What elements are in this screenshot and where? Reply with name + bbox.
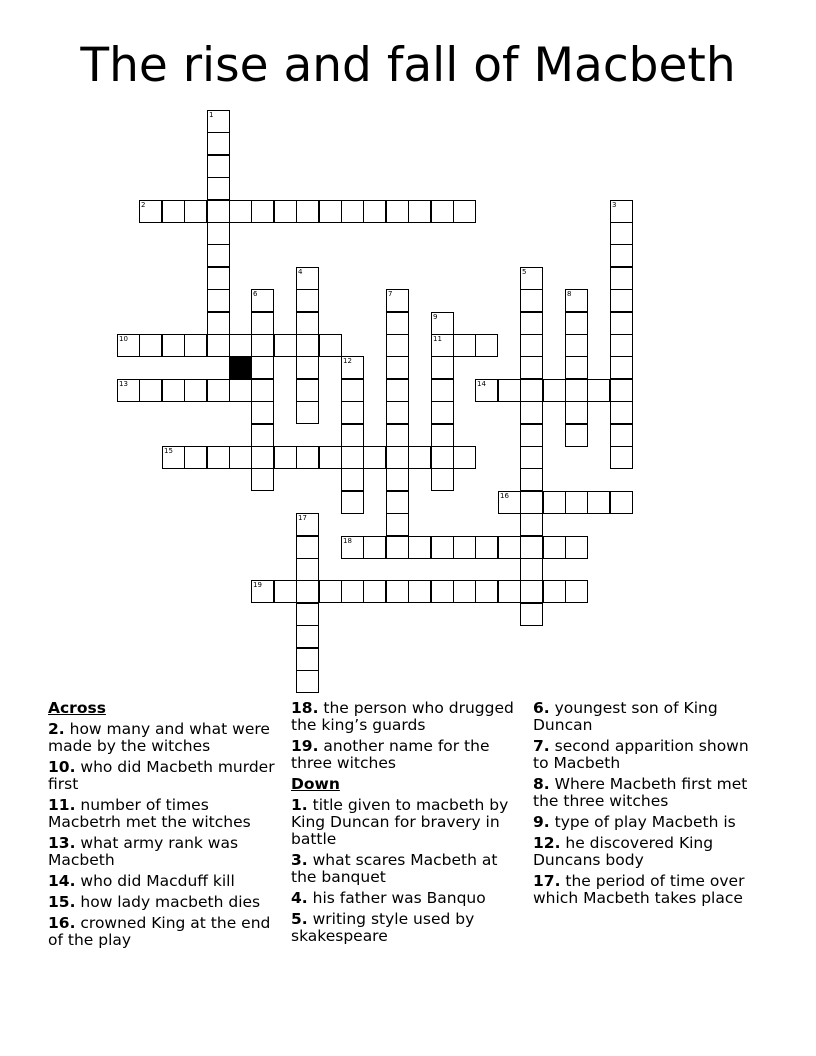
clue-number: 2. xyxy=(48,720,65,738)
clue xyxy=(48,873,276,890)
grid-cell[interactable] xyxy=(341,491,364,514)
grid-cell[interactable] xyxy=(498,536,521,559)
cell-number: 5 xyxy=(522,268,527,276)
grid-cell[interactable] xyxy=(520,491,543,514)
grid-cell[interactable] xyxy=(274,446,297,469)
grid-cell[interactable] xyxy=(296,289,319,312)
grid-cell[interactable] xyxy=(363,536,386,559)
grid-cell[interactable] xyxy=(610,312,633,335)
cell-number: 10 xyxy=(119,335,128,343)
grid-cell[interactable] xyxy=(520,289,543,312)
cell-number: 8 xyxy=(567,290,572,298)
grid-cell[interactable] xyxy=(408,200,431,223)
clue-text: type of play Macbeth is xyxy=(549,813,736,831)
across-clue-list-continued xyxy=(291,700,519,772)
clue-number: 12. xyxy=(533,834,561,852)
grid-cell[interactable] xyxy=(610,424,633,447)
clue xyxy=(533,738,761,772)
clue xyxy=(291,738,519,772)
puzzle-title: The rise and fall of Macbeth xyxy=(80,38,736,93)
grid-cell[interactable] xyxy=(520,468,543,491)
grid-cell[interactable] xyxy=(207,289,230,312)
grid-cell[interactable] xyxy=(296,670,319,693)
clues-column-1 xyxy=(48,700,276,953)
cell-number: 16 xyxy=(500,492,509,500)
grid-cell[interactable] xyxy=(207,244,230,267)
grid-cell[interactable] xyxy=(520,379,543,402)
clue-text: how lady macbeth dies xyxy=(75,893,261,911)
grid-cell[interactable] xyxy=(565,334,588,357)
down-heading: Down xyxy=(291,775,340,793)
clue-text: another name for the three witches xyxy=(291,737,490,772)
grid-cell[interactable] xyxy=(610,222,633,245)
grid-cell[interactable] xyxy=(386,334,409,357)
grid-cell[interactable] xyxy=(296,379,319,402)
grid-cell[interactable] xyxy=(229,200,252,223)
grid-cell[interactable] xyxy=(386,513,409,536)
grid-cell[interactable] xyxy=(565,401,588,424)
grid-cell[interactable] xyxy=(117,334,140,357)
grid-cell[interactable] xyxy=(453,580,476,603)
clue xyxy=(48,721,276,755)
grid-cell[interactable] xyxy=(341,401,364,424)
clue xyxy=(533,873,761,907)
clue xyxy=(533,700,761,734)
grid-cell[interactable] xyxy=(408,580,431,603)
clue-number: 19. xyxy=(291,737,319,755)
clue xyxy=(48,915,276,949)
grid-cell[interactable] xyxy=(565,379,588,402)
cell-number: 17 xyxy=(298,514,307,522)
cell-number: 1 xyxy=(209,111,214,119)
clue-number: 5. xyxy=(291,910,308,928)
grid-cell[interactable] xyxy=(386,289,409,312)
grid-cell[interactable] xyxy=(296,446,319,469)
cell-number: 14 xyxy=(477,380,486,388)
grid-cell[interactable] xyxy=(207,200,230,223)
black-cell xyxy=(229,356,252,379)
clues-column-3 xyxy=(533,700,761,911)
grid-cell[interactable] xyxy=(565,289,588,312)
grid-cell[interactable] xyxy=(274,580,297,603)
grid-cell[interactable] xyxy=(475,334,498,357)
grid-cell[interactable] xyxy=(431,312,454,335)
clue-text: his father was Banquo xyxy=(307,889,486,907)
clue-text: how many and what were made by the witches xyxy=(48,720,270,755)
grid-cell[interactable] xyxy=(207,379,230,402)
grid-cell[interactable] xyxy=(341,446,364,469)
grid-cell[interactable] xyxy=(274,334,297,357)
grid-cell[interactable] xyxy=(386,312,409,335)
grid-cell[interactable] xyxy=(229,446,252,469)
grid-cell[interactable] xyxy=(386,379,409,402)
clues-column-2 xyxy=(291,700,519,949)
grid-cell[interactable] xyxy=(431,468,454,491)
grid-cell[interactable] xyxy=(251,468,274,491)
grid-cell[interactable] xyxy=(319,200,342,223)
grid-cell[interactable] xyxy=(386,536,409,559)
grid-cell[interactable] xyxy=(520,356,543,379)
clue xyxy=(291,700,519,734)
clue-text: youngest son of King Duncan xyxy=(533,699,718,734)
grid-cell[interactable] xyxy=(610,491,633,514)
grid-cell[interactable] xyxy=(520,446,543,469)
clue-number: 18. xyxy=(291,699,319,717)
grid-cell[interactable] xyxy=(184,379,207,402)
grid-cell[interactable] xyxy=(610,267,633,290)
cell-number: 2 xyxy=(141,201,146,209)
cell-number: 9 xyxy=(433,313,438,321)
grid-cell[interactable] xyxy=(498,379,521,402)
grid-cell[interactable] xyxy=(274,200,297,223)
clue xyxy=(533,835,761,869)
grid-cell[interactable] xyxy=(251,200,274,223)
grid-cell[interactable] xyxy=(319,334,342,357)
clue-text: what scares Macbeth at the banquet xyxy=(291,851,498,886)
grid-cell[interactable] xyxy=(498,580,521,603)
grid-cell[interactable] xyxy=(184,446,207,469)
grid-cell[interactable] xyxy=(207,267,230,290)
grid-cell[interactable] xyxy=(498,491,521,514)
grid-cell[interactable] xyxy=(520,312,543,335)
grid-cell[interactable] xyxy=(610,200,633,223)
grid-cell[interactable] xyxy=(139,200,162,223)
grid-cell[interactable] xyxy=(207,334,230,357)
clue-number: 15. xyxy=(48,893,76,911)
grid-cell[interactable] xyxy=(207,312,230,335)
clue-number: 16. xyxy=(48,914,76,932)
grid-cell[interactable] xyxy=(251,356,274,379)
grid-cell[interactable] xyxy=(475,580,498,603)
clue xyxy=(291,797,519,848)
clue-number: 14. xyxy=(48,872,76,890)
grid-cell[interactable] xyxy=(296,536,319,559)
clue-text: who did Macduff kill xyxy=(75,872,235,890)
clue-number: 10. xyxy=(48,758,76,776)
grid-cell[interactable] xyxy=(386,446,409,469)
clue-number: 1. xyxy=(291,796,308,814)
grid-cell[interactable] xyxy=(139,334,162,357)
grid-cell[interactable] xyxy=(184,334,207,357)
clue-text: Where Macbeth first met the three witches xyxy=(533,775,748,810)
grid-cell[interactable] xyxy=(610,446,633,469)
grid-cell[interactable] xyxy=(610,401,633,424)
grid-cell[interactable] xyxy=(520,424,543,447)
grid-cell[interactable] xyxy=(431,536,454,559)
clue xyxy=(48,894,276,911)
clue-text: who did Macbeth murder first xyxy=(48,758,275,793)
grid-cell[interactable] xyxy=(251,446,274,469)
grid-cell[interactable] xyxy=(341,379,364,402)
clue-text: crowned King at the end of the play xyxy=(48,914,271,949)
clue-number: 11. xyxy=(48,796,76,814)
grid-cell[interactable] xyxy=(229,379,252,402)
grid-cell[interactable] xyxy=(587,491,610,514)
clue-number: 8. xyxy=(533,775,550,793)
grid-cell[interactable] xyxy=(475,536,498,559)
clue-text: second apparition shown to Macbeth xyxy=(533,737,749,772)
grid-cell[interactable] xyxy=(431,334,454,357)
clue-text: he discovered King Duncans body xyxy=(533,834,714,869)
grid-cell[interactable] xyxy=(296,558,319,581)
grid-cell[interactable] xyxy=(341,200,364,223)
down-clue-list xyxy=(291,797,519,945)
clue xyxy=(533,814,761,831)
clue-number: 3. xyxy=(291,851,308,869)
grid-cell[interactable] xyxy=(610,289,633,312)
grid-cell[interactable] xyxy=(520,558,543,581)
grid-cell[interactable] xyxy=(207,132,230,155)
grid-cell[interactable] xyxy=(296,267,319,290)
grid-cell[interactable] xyxy=(184,200,207,223)
cell-number: 18 xyxy=(343,537,352,545)
clue-number: 7. xyxy=(533,737,550,755)
clue-text: the person who drugged the king’s guards xyxy=(291,699,514,734)
grid-cell[interactable] xyxy=(296,200,319,223)
grid-cell[interactable] xyxy=(431,356,454,379)
grid-cell[interactable] xyxy=(453,446,476,469)
clue xyxy=(291,911,519,945)
grid-cell[interactable] xyxy=(520,603,543,626)
grid-cell[interactable] xyxy=(162,446,185,469)
grid-cell[interactable] xyxy=(207,155,230,178)
grid-cell[interactable] xyxy=(296,401,319,424)
grid-cell[interactable] xyxy=(341,536,364,559)
grid-cell[interactable] xyxy=(386,356,409,379)
grid-cell[interactable] xyxy=(251,312,274,335)
grid-cell[interactable] xyxy=(296,312,319,335)
clue xyxy=(48,797,276,831)
grid-cell[interactable] xyxy=(475,379,498,402)
clue-number: 9. xyxy=(533,813,550,831)
grid-cell[interactable] xyxy=(251,401,274,424)
grid-cell[interactable] xyxy=(251,424,274,447)
clue-number: 4. xyxy=(291,889,308,907)
grid-cell[interactable] xyxy=(610,244,633,267)
clue-text: what army rank was Macbeth xyxy=(48,834,239,869)
grid-cell[interactable] xyxy=(610,379,633,402)
clue xyxy=(291,852,519,886)
grid-cell[interactable] xyxy=(610,356,633,379)
grid-cell[interactable] xyxy=(207,446,230,469)
grid-cell[interactable] xyxy=(565,580,588,603)
cell-number: 4 xyxy=(298,268,303,276)
grid-cell[interactable] xyxy=(408,536,431,559)
grid-cell[interactable] xyxy=(453,200,476,223)
grid-cell[interactable] xyxy=(363,580,386,603)
grid-cell[interactable] xyxy=(296,625,319,648)
grid-cell[interactable] xyxy=(251,334,274,357)
grid-cell[interactable] xyxy=(453,536,476,559)
grid-cell[interactable] xyxy=(431,446,454,469)
grid-cell[interactable] xyxy=(207,177,230,200)
grid-cell[interactable] xyxy=(386,580,409,603)
cell-number: 12 xyxy=(343,357,352,365)
clue xyxy=(533,776,761,810)
grid-cell[interactable] xyxy=(296,334,319,357)
clue xyxy=(291,890,519,907)
grid-cell[interactable] xyxy=(520,536,543,559)
grid-cell[interactable] xyxy=(610,334,633,357)
grid-cell[interactable] xyxy=(520,513,543,536)
grid-cell[interactable] xyxy=(543,580,566,603)
grid-cell[interactable] xyxy=(520,401,543,424)
grid-cell[interactable] xyxy=(431,424,454,447)
grid-cell[interactable] xyxy=(431,401,454,424)
clue-number: 13. xyxy=(48,834,76,852)
cell-number: 19 xyxy=(253,581,262,589)
grid-cell[interactable] xyxy=(565,536,588,559)
grid-cell[interactable] xyxy=(341,424,364,447)
grid-cell[interactable] xyxy=(431,379,454,402)
grid-cell[interactable] xyxy=(543,379,566,402)
grid-cell[interactable] xyxy=(139,379,162,402)
cell-number: 15 xyxy=(164,447,173,455)
grid-cell[interactable] xyxy=(363,200,386,223)
grid-cell[interactable] xyxy=(229,334,252,357)
grid-cell[interactable] xyxy=(341,468,364,491)
grid-cell[interactable] xyxy=(296,648,319,671)
cell-number: 13 xyxy=(119,380,128,388)
grid-cell[interactable] xyxy=(386,468,409,491)
grid-cell[interactable] xyxy=(408,446,431,469)
grid-cell[interactable] xyxy=(251,580,274,603)
cell-number: 7 xyxy=(388,290,393,298)
grid-cell[interactable] xyxy=(386,200,409,223)
grid-cell[interactable] xyxy=(453,334,476,357)
grid-cell[interactable] xyxy=(341,580,364,603)
grid-cell[interactable] xyxy=(565,491,588,514)
grid-cell[interactable] xyxy=(341,356,364,379)
grid-cell[interactable] xyxy=(319,446,342,469)
clue-text: number of times Macbetrh met the witches xyxy=(48,796,251,831)
grid-cell[interactable] xyxy=(386,424,409,447)
down-clue-list-continued xyxy=(533,700,761,907)
grid-cell[interactable] xyxy=(386,491,409,514)
grid-cell[interactable] xyxy=(587,379,610,402)
grid-cell[interactable] xyxy=(207,110,230,133)
grid-cell[interactable] xyxy=(565,312,588,335)
cell-number: 3 xyxy=(612,201,617,209)
clue-text: the period of time over which Macbeth takes place xyxy=(533,872,745,907)
grid-cell[interactable] xyxy=(520,580,543,603)
grid-cell[interactable] xyxy=(431,580,454,603)
grid-cell[interactable] xyxy=(296,356,319,379)
clue xyxy=(48,759,276,793)
grid-cell[interactable] xyxy=(431,200,454,223)
grid-cell[interactable] xyxy=(207,222,230,245)
grid-cell[interactable] xyxy=(386,401,409,424)
grid-cell[interactable] xyxy=(543,536,566,559)
grid-cell[interactable] xyxy=(565,424,588,447)
clue-text: writing style used by skakespeare xyxy=(291,910,475,945)
across-heading: Across xyxy=(48,699,106,717)
grid-cell[interactable] xyxy=(520,334,543,357)
grid-cell[interactable] xyxy=(162,200,185,223)
grid-cell[interactable] xyxy=(251,379,274,402)
cell-number: 6 xyxy=(253,290,258,298)
grid-cell[interactable] xyxy=(162,334,185,357)
grid-cell[interactable] xyxy=(296,513,319,536)
clue-number: 17. xyxy=(533,872,561,890)
clue-text: title given to macbeth by King Duncan for bravery in battle xyxy=(291,796,509,848)
grid-cell[interactable] xyxy=(296,603,319,626)
grid-cell[interactable] xyxy=(117,379,140,402)
grid-cell[interactable] xyxy=(520,267,543,290)
clue xyxy=(48,835,276,869)
clue-number: 6. xyxy=(533,699,550,717)
across-clue-list xyxy=(48,721,276,949)
grid-cell[interactable] xyxy=(296,580,319,603)
grid-cell[interactable] xyxy=(363,446,386,469)
grid-cell[interactable] xyxy=(565,356,588,379)
grid-cell[interactable] xyxy=(543,491,566,514)
grid-cell[interactable] xyxy=(162,379,185,402)
grid-cell[interactable] xyxy=(319,580,342,603)
grid-cell[interactable] xyxy=(251,289,274,312)
cell-number: 11 xyxy=(433,335,442,343)
